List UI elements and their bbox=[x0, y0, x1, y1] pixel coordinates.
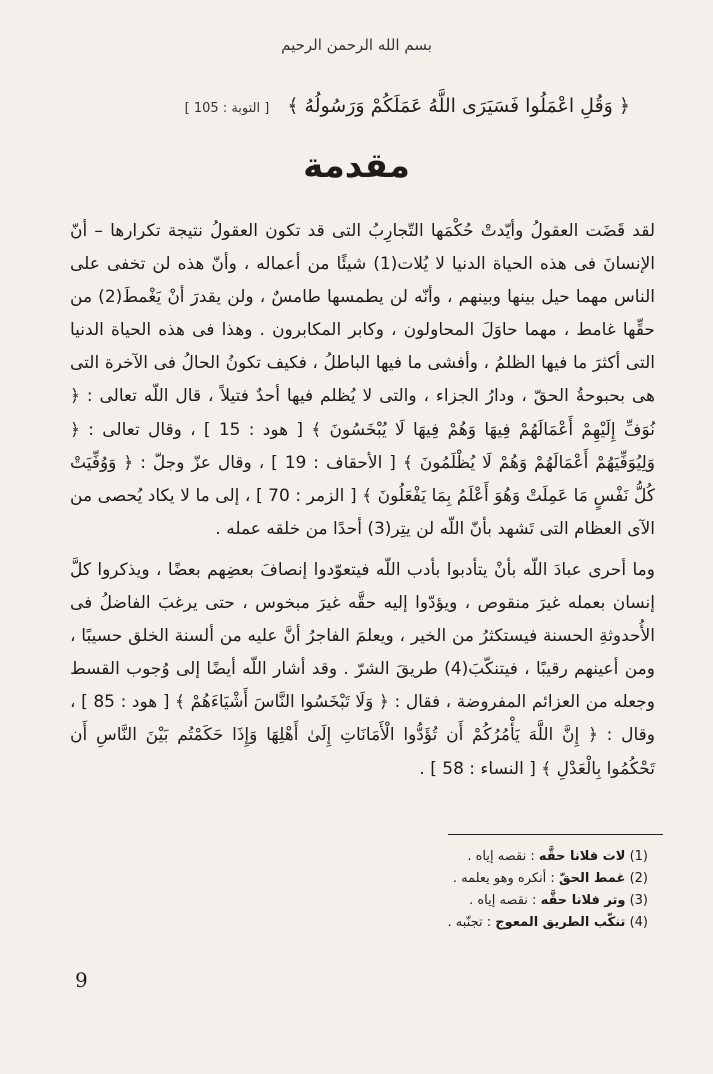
body-text bbox=[70, 215, 655, 786]
footnote bbox=[88, 868, 648, 890]
footnote-term: لات فلانا حقَّه bbox=[538, 849, 626, 864]
footnote-number: (1) bbox=[629, 849, 648, 864]
footnote-definition: : تجنّبه . bbox=[447, 915, 492, 930]
footnote-number: (2) bbox=[629, 871, 648, 886]
footnote-term: وتر فلانا حقَّه bbox=[540, 893, 626, 908]
page-number: 9 bbox=[75, 968, 88, 992]
footnote bbox=[88, 890, 648, 912]
footnote-divider bbox=[448, 834, 663, 835]
verse-reference: [ التوبة : 105 ] bbox=[184, 101, 270, 116]
paragraph: لقد قَضَت العقولُ وأيّدتْ حُكْمَها التّجارِبُ التى قد تكون العقولُ نتيجة تكرارها – أنّ الإنسانَ فى هذه الحياة الدنيا لا يُلات(1) شيئًا من أعماله ، وأنّ هذه لن تخفى على الناس مهما حيل بينها وبينهم ، وأنّه لن يطمسها طامسٌ ، ولن يقدرَ أنْ يَغْمطَ(2) من حقِّها غامط ، مهما حاوَلَ المحاولون ، وكابر المكابرون . وهذا فى هذه الحياة الدنيا التى أكثرَ ما فيها الظلمُ ، وأفشى ما فيها الباطلُ ، فكيف تكونُ الحالُ فى الآخرة التى هى بحبوحةُ الحقّ ، ودارُ الجزاء ، والتى لا يُظلم فيها أحدٌ فتيلاً ، قال اللّه تعالى : ﴿ نُوَفِّ إِلَيْهِمْ أَعْمَالَهُمْ فِيهَا وَهُمْ فِيهَا لَا يُبْخَسُونَ ﴾ [ هود : 15 ] ، وقال تعالى : ﴿ وَلِيُوَفِّيَهُمْ أَعْمَالَهُمْ وَهُمْ لَا يُظْلَمُونَ ﴾ [ الأحقاف : 19 ] ، وقال عزّ وجلّ : ﴿ وَوُفِّيَتْ كُلُّ نَفْسٍ مَا عَمِلَتْ وَهُوَ أَعْلَمُ بِمَا يَفْعَلُونَ ﴾ [ الزمر : 70 ] ، إلى ما لا يكاد يُحصى من الآى العظام التى تَشهد بأنّ اللّه لن يتِر(3) أحدًا من خلقه عمله . bbox=[70, 221, 656, 539]
basmala: بسم الله الرحمن الرحيم bbox=[281, 36, 432, 54]
verse-text: ﴿ وَقُلِ اعْمَلُوا فَسَيَرَى اللَّهُ عَمَلَكُمْ وَرَسُولُهُ ﴾ bbox=[287, 95, 630, 117]
footnote-term: تنكّب الطريق المعوج bbox=[495, 915, 626, 930]
footnote bbox=[88, 846, 648, 868]
opening-verse bbox=[90, 92, 630, 123]
footnote-definition: : أنكره وهو يعلمه . bbox=[452, 871, 555, 886]
footnotes bbox=[88, 846, 648, 934]
footnote-definition: : نقصه إياه . bbox=[467, 849, 535, 864]
footnote bbox=[88, 912, 648, 934]
footnote-number: (3) bbox=[629, 893, 648, 908]
footnote-number: (4) bbox=[629, 915, 648, 930]
footnote-term: غمط الحقّ bbox=[558, 871, 626, 886]
paragraph: وما أحرى عبادَ اللّه بأنْ يتأدبوا بأدب اللّه فيتعوّدوا إنصافَ بعضِهم بعضًا ، ويذكروا كلَّ إنسان بعمله غيرَ منقوص ، ويؤدّوا إليه حقَّه غيرَ مبخوس ، حتى يرغبَ الفاضلُ فى الأُحدوثةِ الحسنة فيستكثرُ من الخير ، ويعلمَ الفاجرُ أنَّ عليه من ألسنة الخلق حسيبًا ، ومن أعينهم رقيبًا ، فيتنكّبَ(4) طريقَ الشرّ . وقد أشار اللّه أيضًا إلى وُجوب القسط وجعله من العزائم المفروضة ، فقال : ﴿ وَلَا تَبْخَسُوا النَّاسَ أَشْيَاءَهُمْ ﴾ [ هود : 85 ] ، وقال : ﴿ إِنَّ اللَّهَ يَأْمُرُكُمْ أَن تُؤَدُّوا الْأَمَانَاتِ إِلَىٰ أَهْلِهَا وَإِذَا حَكَمْتُم بَيْنَ النَّاسِ أَن تَحْكُمُوا بِالْعَدْلِ ﴾ [ النساء : 58 ] . bbox=[70, 559, 655, 779]
chapter-heading: مقدمة bbox=[303, 146, 410, 186]
footnote-definition: : نقصه إياه . bbox=[469, 893, 537, 908]
